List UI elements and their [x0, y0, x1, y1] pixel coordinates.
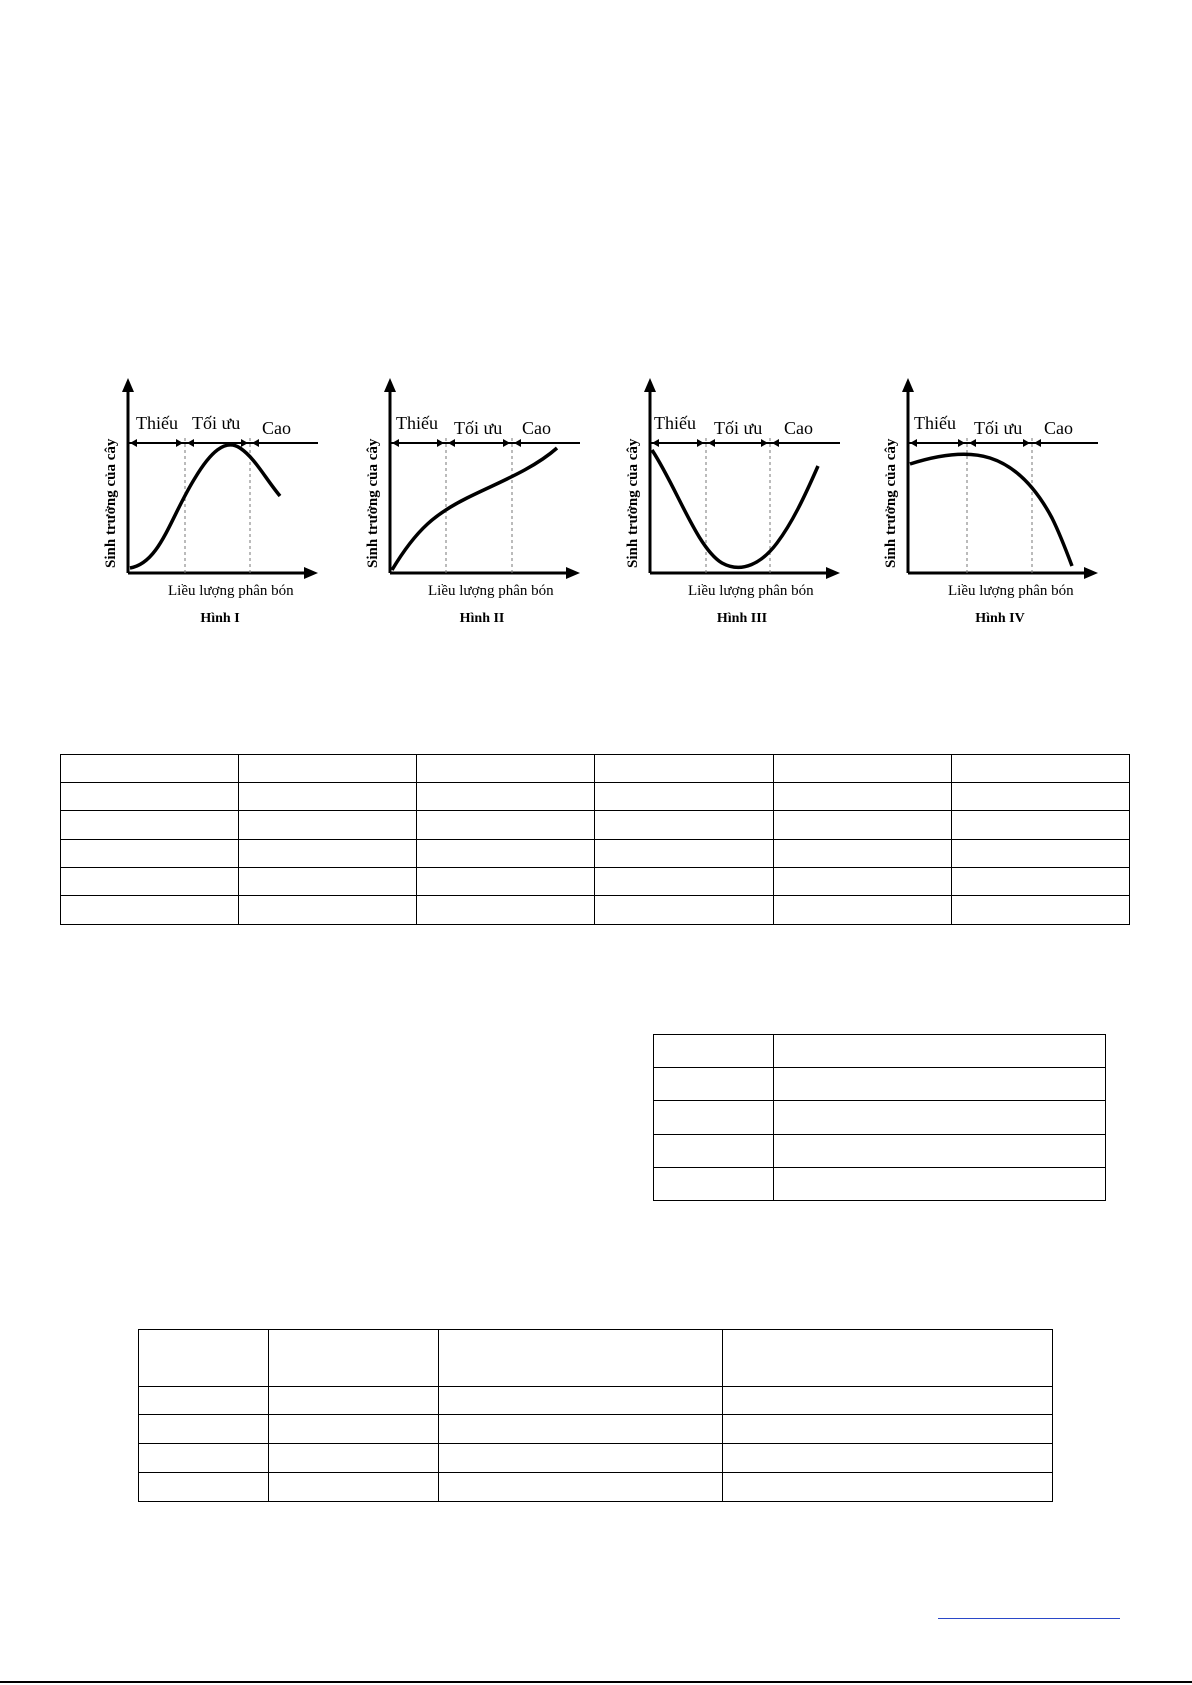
zone-arrow-icon — [697, 439, 704, 447]
table-cell — [269, 1387, 439, 1415]
zone-label-high: Cao — [1044, 418, 1073, 438]
zone-arrow-icon — [1023, 439, 1030, 447]
table-cell — [595, 896, 773, 925]
table-cell — [723, 1330, 1053, 1387]
data-table-3 — [138, 1329, 1053, 1502]
table-cell — [439, 1415, 723, 1444]
table-cell — [654, 1135, 774, 1168]
table-cell — [773, 840, 951, 868]
zone-arrow-icon — [392, 439, 399, 447]
table-cell — [951, 840, 1129, 868]
table-row — [654, 1068, 1106, 1101]
table-cell — [773, 868, 951, 896]
table-cell — [595, 868, 773, 896]
y-axis-arrow-icon — [122, 378, 134, 392]
table-cell — [269, 1330, 439, 1387]
table-cell — [61, 783, 239, 811]
zone-label-deficient: Thiếu — [396, 413, 438, 433]
zone-arrow-icon — [1034, 439, 1041, 447]
figure-caption: Hình II — [459, 611, 505, 626]
table-cell — [773, 811, 951, 840]
table-cell — [61, 811, 239, 840]
table-cell — [595, 783, 773, 811]
table-cell — [239, 755, 417, 783]
zone-arrow-icon — [958, 439, 965, 447]
y-axis-label: Sinh trưởng của cây — [625, 438, 641, 568]
table-cell — [139, 1444, 269, 1473]
table-cell — [239, 811, 417, 840]
zone-arrow-icon — [448, 439, 455, 447]
x-axis-arrow-icon — [826, 567, 840, 579]
table-cell — [139, 1387, 269, 1415]
figure-caption: Hình III — [716, 611, 768, 626]
table-cell — [417, 896, 595, 925]
table-cell — [61, 840, 239, 868]
y-axis-arrow-icon — [902, 378, 914, 392]
table-cell — [269, 1473, 439, 1502]
table-cell — [61, 896, 239, 925]
table-cell — [439, 1444, 723, 1473]
table-row — [139, 1387, 1053, 1415]
table-cell — [139, 1330, 269, 1387]
table-cell — [654, 1101, 774, 1135]
table-cell — [951, 868, 1129, 896]
zone-label-deficient: Thiếu — [914, 413, 956, 433]
growth-curve — [910, 454, 1072, 566]
x-axis-label: Liều lượng phân bón — [168, 583, 294, 599]
zone-label-high: Cao — [522, 418, 551, 438]
table-cell — [239, 896, 417, 925]
y-axis-label: Sinh trưởng của cây — [365, 438, 381, 568]
table-cell — [439, 1473, 723, 1502]
x-axis-arrow-icon — [1084, 567, 1098, 579]
growth-curve — [130, 445, 280, 568]
table-cell — [654, 1068, 774, 1101]
zone-label-optimal: Tối ưu — [974, 418, 1023, 438]
table-cell — [723, 1387, 1053, 1415]
table-row — [139, 1330, 1053, 1387]
table-cell — [439, 1330, 723, 1387]
table-cell — [773, 896, 951, 925]
table-cell — [417, 783, 595, 811]
table-cell — [774, 1135, 1106, 1168]
table-cell — [417, 840, 595, 868]
x-axis-label: Liều lượng phân bón — [948, 583, 1074, 599]
zone-arrow-icon — [514, 439, 521, 447]
figure-1-graph — [100, 378, 340, 608]
figure-2 — [362, 378, 602, 638]
table-cell — [269, 1444, 439, 1473]
y-axis-label: Sinh trưởng của cây — [103, 438, 119, 568]
zone-label-high: Cao — [262, 418, 291, 438]
table-cell — [239, 840, 417, 868]
table-row — [654, 1135, 1106, 1168]
zone-arrow-icon — [241, 439, 248, 447]
footer-link-underline[interactable] — [938, 1618, 1120, 1619]
figure-2-graph — [362, 378, 602, 608]
table-row — [61, 811, 1130, 840]
table-row — [61, 868, 1130, 896]
table-cell — [774, 1068, 1106, 1101]
zone-label-high: Cao — [784, 418, 813, 438]
x-axis-arrow-icon — [566, 567, 580, 579]
table-row — [61, 755, 1130, 783]
zone-label-optimal: Tối ưu — [192, 413, 241, 433]
zone-arrow-icon — [130, 439, 137, 447]
table-cell — [61, 755, 239, 783]
table-row — [61, 840, 1130, 868]
figure-3-graph — [622, 378, 862, 608]
zone-arrow-icon — [437, 439, 444, 447]
zone-arrow-icon — [969, 439, 976, 447]
table-cell — [417, 811, 595, 840]
table-row — [139, 1444, 1053, 1473]
page-bottom-rule — [0, 1681, 1192, 1683]
table-cell — [269, 1415, 439, 1444]
figure-3 — [622, 378, 862, 638]
zone-label-optimal: Tối ưu — [454, 418, 503, 438]
figure-4 — [880, 378, 1120, 638]
x-axis-arrow-icon — [304, 567, 318, 579]
table-cell — [774, 1101, 1106, 1135]
zone-arrow-icon — [708, 439, 715, 447]
table-row — [61, 783, 1130, 811]
table-cell — [654, 1168, 774, 1201]
data-table-1 — [60, 754, 1130, 925]
table-cell — [951, 811, 1129, 840]
table-cell — [61, 868, 239, 896]
y-axis-arrow-icon — [384, 378, 396, 392]
table-row — [654, 1168, 1106, 1201]
data-table-2 — [653, 1034, 1106, 1201]
figure-4-graph — [880, 378, 1120, 608]
table-cell — [595, 811, 773, 840]
table-cell — [951, 755, 1129, 783]
growth-curve — [652, 450, 818, 567]
zone-arrow-icon — [187, 439, 194, 447]
y-axis-arrow-icon — [644, 378, 656, 392]
table-cell — [595, 755, 773, 783]
growth-curve — [392, 448, 557, 570]
table-row — [654, 1101, 1106, 1135]
zone-label-deficient: Thiếu — [654, 413, 696, 433]
y-axis-label: Sinh trưởng của cây — [883, 438, 899, 568]
table-cell — [239, 868, 417, 896]
figure-1 — [100, 378, 340, 638]
table-cell — [773, 783, 951, 811]
table-cell — [723, 1415, 1053, 1444]
table-row — [61, 896, 1130, 925]
x-axis-label: Liều lượng phân bón — [688, 583, 814, 599]
zone-label-deficient: Thiếu — [136, 413, 178, 433]
zone-arrow-icon — [503, 439, 510, 447]
x-axis-label: Liều lượng phân bón — [428, 583, 554, 599]
zone-label-optimal: Tối ưu — [714, 418, 763, 438]
table-cell — [723, 1444, 1053, 1473]
zone-arrow-icon — [772, 439, 779, 447]
zone-arrow-icon — [176, 439, 183, 447]
table-cell — [139, 1473, 269, 1502]
table-cell — [773, 755, 951, 783]
table-cell — [439, 1387, 723, 1415]
table-cell — [417, 868, 595, 896]
zone-arrow-icon — [761, 439, 768, 447]
figure-caption: Hình IV — [975, 611, 1025, 626]
table-cell — [951, 896, 1129, 925]
table-cell — [239, 783, 417, 811]
table-cell — [139, 1415, 269, 1444]
table-cell — [417, 755, 595, 783]
zone-arrow-icon — [652, 439, 659, 447]
table-cell — [774, 1035, 1106, 1068]
table-cell — [951, 783, 1129, 811]
table-row — [139, 1415, 1053, 1444]
zone-arrow-icon — [252, 439, 259, 447]
table-cell — [595, 840, 773, 868]
zone-arrow-icon — [910, 439, 917, 447]
table-row — [139, 1473, 1053, 1502]
table-cell — [723, 1473, 1053, 1502]
figure-caption: Hình I — [200, 611, 240, 626]
table-cell — [654, 1035, 774, 1068]
table-row — [654, 1035, 1106, 1068]
table-cell — [774, 1168, 1106, 1201]
